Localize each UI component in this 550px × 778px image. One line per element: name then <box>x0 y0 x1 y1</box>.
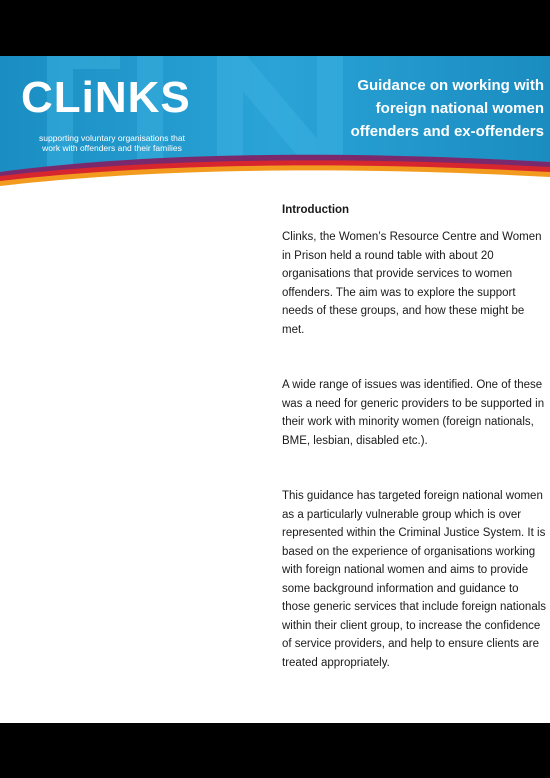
title-line: Guidance on working with <box>357 77 544 94</box>
paragraph: A wide range of issues was identified. One of these was a need for generic providers to be supported in their work with minority women (foreign nationals, BME, lesbian, disabled etc.). <box>282 379 545 447</box>
title-line: foreign national women <box>375 100 544 117</box>
document-title <box>314 74 544 143</box>
header-banner <box>0 56 550 196</box>
clinks-logo: CLiNKS <box>21 73 191 122</box>
document-page <box>0 56 550 723</box>
logo-tagline: supporting voluntary organisations that work with offenders and their families <box>38 133 185 153</box>
title-line: offenders and ex-offenders <box>350 123 544 140</box>
main-content <box>282 202 547 672</box>
paragraph: Clinks, the Women’s Resource Centre and Women in Prison held a round table with about 20 organisations that provide services to women offenders. The aim was to explore the support needs of these groups, and how these might be met. <box>282 231 542 336</box>
paragraph: This guidance has targeted foreign national women as a particularly vulnerable group which is over represented within the Criminal Justice System. It is based on the experience of organisations working with foreign national women and aims to provide some background information and guidance to those generic services that include foreign nationals within their client group, to increase the confidence of service providers, and help to ensure clients are treated appropriately. <box>282 490 547 669</box>
section-heading: Introduction <box>282 204 350 216</box>
